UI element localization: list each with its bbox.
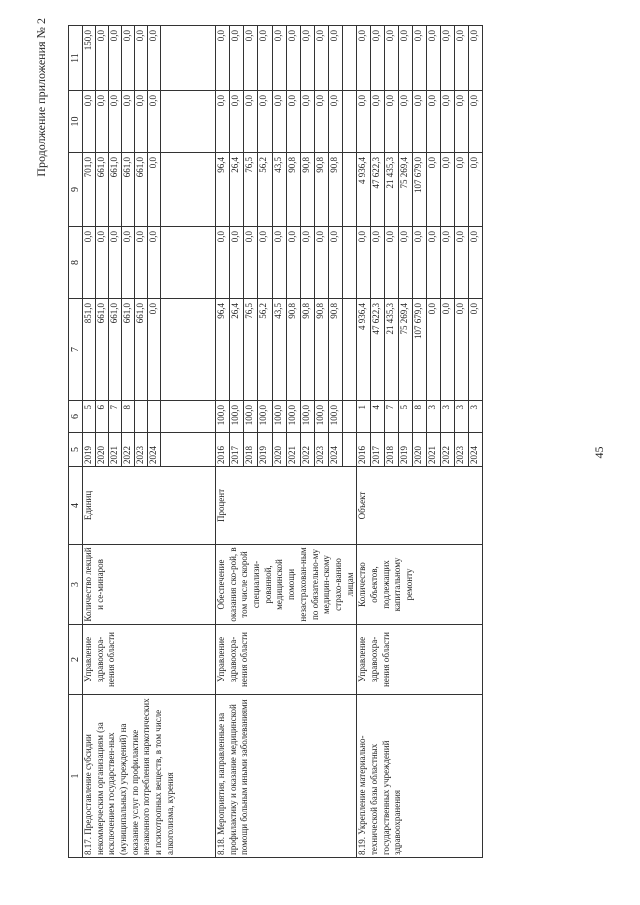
- empty-cell: [343, 153, 357, 227]
- indicator-cell: Количество объектов, подлежащих капитальному ремонту: [357, 545, 483, 625]
- empty-cell: [343, 26, 357, 91]
- value-cell: 0,0: [109, 91, 122, 153]
- value-cell: 90,8: [314, 299, 328, 401]
- value-cell: 26,4: [230, 153, 244, 227]
- value-cell: 0,0: [272, 26, 286, 91]
- value-cell: 4 936,4: [357, 153, 371, 227]
- value-cell: 0,0: [385, 227, 399, 299]
- value-cell: 0,0: [427, 227, 441, 299]
- unit-cell: Единиц: [83, 467, 216, 545]
- value-cell: 0,0: [441, 227, 455, 299]
- year-cell: 2019: [258, 433, 272, 467]
- year-cell: 2019: [83, 433, 96, 467]
- value-cell: 43,5: [272, 299, 286, 401]
- measure-cell: 8.18. Мероприятия, направленные на профилактику и оказание медицинской помощи больным иными заболеваниями: [216, 695, 357, 858]
- year-cell: 2022: [122, 433, 135, 467]
- year-cell: 2024: [148, 433, 161, 467]
- header-cell: 4: [69, 467, 83, 545]
- value-cell: 0,0: [427, 153, 441, 227]
- value-cell: 0,0: [413, 91, 427, 153]
- value-cell: 0,0: [314, 26, 328, 91]
- value-cell: [135, 401, 148, 433]
- table-row: [83, 26, 96, 858]
- value-cell: 0,0: [300, 227, 314, 299]
- value-cell: 3: [469, 401, 483, 433]
- year-cell: 2017: [230, 433, 244, 467]
- value-cell: 661,0: [135, 153, 148, 227]
- executor-cell: Управление здравоохра-нения области: [357, 625, 483, 695]
- empty-cell: [161, 401, 216, 433]
- value-cell: 7: [109, 401, 122, 433]
- header-cell: 10: [69, 91, 83, 153]
- year-cell: 2020: [272, 433, 286, 467]
- value-cell: 100,0: [230, 401, 244, 433]
- table-row: [216, 26, 230, 858]
- value-cell: 0,0: [109, 26, 122, 91]
- value-cell: 0,0: [455, 26, 469, 91]
- value-cell: 76,5: [244, 299, 258, 401]
- value-cell: 0,0: [148, 153, 161, 227]
- empty-cell: [161, 433, 216, 467]
- empty-cell: [161, 26, 216, 91]
- value-cell: 21 435,3: [385, 153, 399, 227]
- value-cell: 90,8: [286, 153, 300, 227]
- value-cell: 0,0: [272, 91, 286, 153]
- value-cell: 0,0: [286, 227, 300, 299]
- year-cell: 2016: [357, 433, 371, 467]
- value-cell: 4 936,4: [357, 299, 371, 401]
- header-cell: 6: [69, 401, 83, 433]
- empty-cell: [343, 91, 357, 153]
- value-cell: 100,0: [216, 401, 230, 433]
- value-cell: 75 269,4: [399, 299, 413, 401]
- empty-cell: [343, 433, 357, 467]
- value-cell: 0,0: [455, 91, 469, 153]
- value-cell: 0,0: [455, 227, 469, 299]
- table-row: [357, 26, 371, 858]
- value-cell: 100,0: [300, 401, 314, 433]
- value-cell: 100,0: [272, 401, 286, 433]
- value-cell: 0,0: [230, 227, 244, 299]
- value-cell: 0,0: [441, 91, 455, 153]
- value-cell: 100,0: [329, 401, 343, 433]
- header-cell: 5: [69, 433, 83, 467]
- value-cell: 0,0: [441, 299, 455, 401]
- year-cell: 2023: [135, 433, 148, 467]
- unit-cell: Процент: [216, 467, 357, 545]
- value-cell: 661,0: [109, 153, 122, 227]
- value-cell: 0,0: [244, 91, 258, 153]
- value-cell: 0,0: [300, 26, 314, 91]
- year-cell: 2022: [300, 433, 314, 467]
- year-cell: 2016: [216, 433, 230, 467]
- empty-cell: [161, 299, 216, 401]
- value-cell: 0,0: [371, 91, 385, 153]
- value-cell: 96,4: [216, 299, 230, 401]
- executor-cell: Управление здравоохра-нения области: [83, 625, 216, 695]
- measure-cell: 8.17. Предоставление субсидии некоммерческим организациям (за исключением государствен-ных (муниципальных) учреждений) на оказание услуг по профилактике незаконного потребления наркотических и психотропных веществ, в том числе алкоголизма, курения: [83, 695, 216, 858]
- value-cell: 0,0: [371, 26, 385, 91]
- value-cell: 0,0: [244, 227, 258, 299]
- value-cell: 76,5: [244, 153, 258, 227]
- value-cell: 0,0: [230, 91, 244, 153]
- value-cell: 0,0: [83, 91, 96, 153]
- value-cell: 0,0: [135, 227, 148, 299]
- value-cell: 661,0: [96, 299, 109, 401]
- value-cell: 0,0: [329, 91, 343, 153]
- header-cell: 7: [69, 299, 83, 401]
- value-cell: 0,0: [455, 153, 469, 227]
- empty-cell: [161, 227, 216, 299]
- value-cell: 661,0: [135, 299, 148, 401]
- value-cell: 661,0: [96, 153, 109, 227]
- value-cell: 96,4: [216, 153, 230, 227]
- value-cell: 26,4: [230, 299, 244, 401]
- header-cell: 1: [69, 695, 83, 858]
- measure-cell: 8.19. Укрепление материально-технической базы областных государственных учреждений здравоохранения: [357, 695, 483, 858]
- value-cell: 100,0: [244, 401, 258, 433]
- value-cell: 661,0: [109, 299, 122, 401]
- value-cell: 0,0: [148, 26, 161, 91]
- empty-cell: [343, 299, 357, 401]
- value-cell: 0,0: [96, 91, 109, 153]
- year-cell: 2024: [469, 433, 483, 467]
- header-cell: 2: [69, 625, 83, 695]
- value-cell: 47 622,3: [371, 153, 385, 227]
- value-cell: 0,0: [399, 227, 413, 299]
- value-cell: 5: [399, 401, 413, 433]
- value-cell: 0,0: [135, 91, 148, 153]
- value-cell: 107 679,0: [413, 299, 427, 401]
- unit-cell: Объект: [357, 467, 483, 545]
- value-cell: 851,0: [83, 299, 96, 401]
- year-cell: 2018: [244, 433, 258, 467]
- value-cell: 0,0: [272, 227, 286, 299]
- value-cell: 0,0: [216, 91, 230, 153]
- year-cell: 2022: [441, 433, 455, 467]
- page-number: 45: [592, 446, 606, 459]
- value-cell: 0,0: [286, 26, 300, 91]
- value-cell: 56,2: [258, 299, 272, 401]
- value-cell: 0,0: [122, 26, 135, 91]
- value-cell: 150,0: [83, 26, 96, 91]
- value-cell: 0,0: [109, 227, 122, 299]
- empty-cell: [161, 153, 216, 227]
- value-cell: 0,0: [385, 91, 399, 153]
- value-cell: 0,0: [122, 91, 135, 153]
- value-cell: 43,5: [272, 153, 286, 227]
- year-cell: 2017: [371, 433, 385, 467]
- value-cell: 0,0: [96, 26, 109, 91]
- value-cell: 90,8: [329, 299, 343, 401]
- value-cell: 0,0: [399, 91, 413, 153]
- value-cell: 21 435,3: [385, 299, 399, 401]
- empty-cell: [161, 91, 216, 153]
- value-cell: 90,8: [329, 153, 343, 227]
- value-cell: 0,0: [469, 227, 483, 299]
- value-cell: 661,0: [122, 153, 135, 227]
- value-cell: 100,0: [286, 401, 300, 433]
- value-cell: 0,0: [455, 299, 469, 401]
- year-cell: 2021: [427, 433, 441, 467]
- year-cell: 2021: [109, 433, 122, 467]
- executor-cell: Управление здравоохра-нения области: [216, 625, 357, 695]
- value-cell: 3: [427, 401, 441, 433]
- program-table: [68, 25, 483, 858]
- value-cell: 100,0: [314, 401, 328, 433]
- value-cell: 0,0: [399, 26, 413, 91]
- value-cell: 3: [441, 401, 455, 433]
- year-cell: 2023: [314, 433, 328, 467]
- value-cell: 0,0: [258, 227, 272, 299]
- value-cell: 0,0: [357, 227, 371, 299]
- value-cell: 100,0: [258, 401, 272, 433]
- value-cell: 0,0: [230, 26, 244, 91]
- value-cell: 0,0: [469, 26, 483, 91]
- value-cell: 6: [96, 401, 109, 433]
- value-cell: 8: [413, 401, 427, 433]
- value-cell: 0,0: [469, 91, 483, 153]
- year-cell: 2023: [455, 433, 469, 467]
- value-cell: 47 622,3: [371, 299, 385, 401]
- value-cell: 0,0: [441, 153, 455, 227]
- year-cell: 2021: [286, 433, 300, 467]
- value-cell: 1: [357, 401, 371, 433]
- value-cell: 56,2: [258, 153, 272, 227]
- year-cell: 2018: [385, 433, 399, 467]
- value-cell: 0,0: [441, 26, 455, 91]
- value-cell: 0,0: [258, 26, 272, 91]
- value-cell: 0,0: [96, 227, 109, 299]
- value-cell: 0,0: [371, 227, 385, 299]
- header-row: [69, 26, 83, 858]
- value-cell: 90,8: [300, 153, 314, 227]
- value-cell: 0,0: [427, 91, 441, 153]
- year-cell: 2024: [329, 433, 343, 467]
- empty-cell: [343, 227, 357, 299]
- value-cell: 0,0: [469, 299, 483, 401]
- value-cell: 0,0: [135, 26, 148, 91]
- value-cell: 0,0: [148, 91, 161, 153]
- value-cell: 0,0: [314, 91, 328, 153]
- value-cell: 75 269,4: [399, 153, 413, 227]
- value-cell: [148, 401, 161, 433]
- value-cell: 0,0: [300, 91, 314, 153]
- year-cell: 2020: [96, 433, 109, 467]
- value-cell: 0,0: [357, 26, 371, 91]
- value-cell: 701,0: [83, 153, 96, 227]
- value-cell: 5: [83, 401, 96, 433]
- year-cell: 2019: [399, 433, 413, 467]
- value-cell: 3: [455, 401, 469, 433]
- value-cell: 4: [371, 401, 385, 433]
- value-cell: 90,8: [286, 299, 300, 401]
- value-cell: 90,8: [314, 153, 328, 227]
- empty-cell: [343, 401, 357, 433]
- value-cell: 661,0: [122, 299, 135, 401]
- value-cell: 0,0: [148, 227, 161, 299]
- header-cell: 9: [69, 153, 83, 227]
- value-cell: 0,0: [258, 91, 272, 153]
- header-cell: 3: [69, 545, 83, 625]
- value-cell: 0,0: [286, 91, 300, 153]
- year-cell: 2020: [413, 433, 427, 467]
- value-cell: 0,0: [122, 227, 135, 299]
- value-cell: 0,0: [216, 227, 230, 299]
- indicator-cell: Обеспечение оказания ско-рой, в том числе скорой специализи-рованной, медицинской помощи незастрахован-ным по обязательно-му медицин-скому страхо-ванию лицам: [216, 545, 357, 625]
- value-cell: 0,0: [329, 227, 343, 299]
- value-cell: 0,0: [244, 26, 258, 91]
- value-cell: 0,0: [148, 299, 161, 401]
- value-cell: 0,0: [83, 227, 96, 299]
- header-cell: 11: [69, 26, 83, 91]
- value-cell: 0,0: [427, 299, 441, 401]
- value-cell: 0,0: [314, 227, 328, 299]
- value-cell: 0,0: [427, 26, 441, 91]
- value-cell: 90,8: [300, 299, 314, 401]
- value-cell: 0,0: [216, 26, 230, 91]
- value-cell: 0,0: [329, 26, 343, 91]
- value-cell: 0,0: [413, 26, 427, 91]
- value-cell: 7: [385, 401, 399, 433]
- value-cell: 0,0: [385, 26, 399, 91]
- value-cell: 107 679,0: [413, 153, 427, 227]
- value-cell: 0,0: [469, 153, 483, 227]
- appendix-caption: Продолжение приложения № 2: [34, 18, 48, 177]
- value-cell: 0,0: [357, 91, 371, 153]
- header-cell: 8: [69, 227, 83, 299]
- value-cell: 0,0: [413, 227, 427, 299]
- indicator-cell: Количество лекций и се-минаров: [83, 545, 216, 625]
- value-cell: 8: [122, 401, 135, 433]
